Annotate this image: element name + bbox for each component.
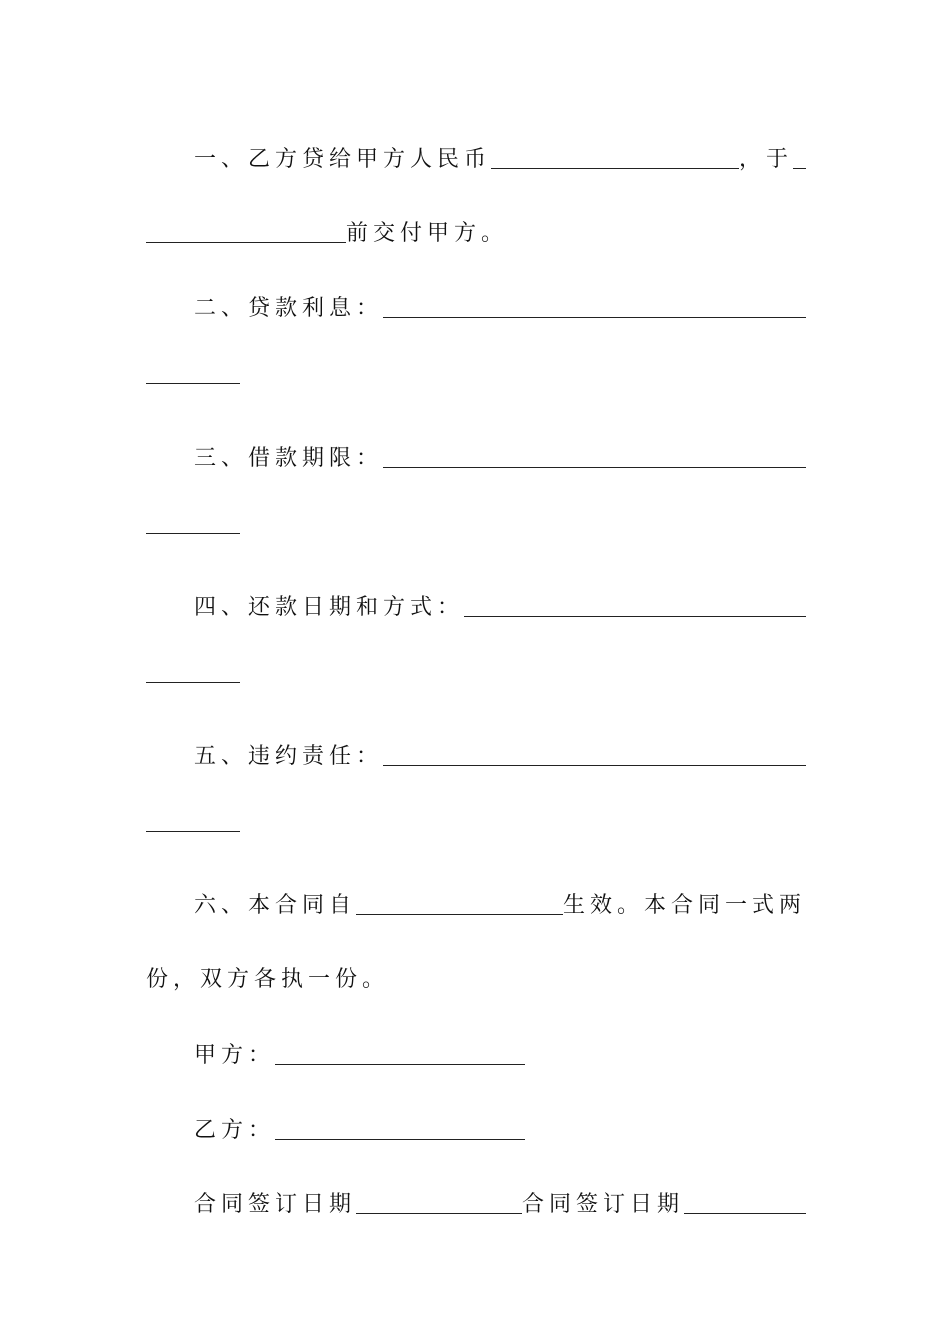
loan-interest-blank[interactable] [383, 317, 806, 318]
clause-6-tail: 份，双方各执一份。 [146, 967, 390, 992]
clause-3-label: 三、借款期限： [194, 446, 384, 471]
repayment-method-blank-continued[interactable] [146, 682, 240, 683]
signing-date-label-2: 合同签订日期 [522, 1192, 685, 1217]
party-b-blank[interactable] [275, 1139, 525, 1140]
clause-4-line-1 [146, 583, 806, 619]
clause-1-comma: ，于 [739, 147, 794, 172]
loan-interest-blank-continued[interactable] [146, 383, 240, 384]
clause-4-label: 四、还款日期和方式： [194, 595, 465, 620]
party-a-label: 甲方： [194, 1043, 276, 1068]
party-a-line [146, 1031, 806, 1067]
clause-1-line-1 [146, 135, 806, 171]
clause-1-prefix: 一、乙方贷给甲方人民币 [194, 147, 492, 172]
clause-2-label: 二、贷款利息： [194, 296, 384, 321]
effective-date-blank[interactable] [356, 914, 563, 915]
liability-blank[interactable] [383, 765, 806, 766]
clause-5-line-1 [146, 732, 806, 768]
signing-date-line [146, 1180, 806, 1216]
liability-blank-continued[interactable] [146, 831, 240, 832]
delivery-date-blank-start[interactable] [793, 168, 806, 169]
party-a-blank[interactable] [275, 1064, 525, 1065]
clause-1-line-2 [146, 209, 806, 245]
clause-1-tail: 前交付甲方。 [346, 221, 509, 246]
clause-6-prefix: 六、本合同自 [194, 893, 357, 918]
loan-amount-blank[interactable] [491, 168, 739, 169]
clause-2-line-1 [146, 284, 806, 320]
clause-6-line-1 [146, 881, 806, 917]
signing-date-blank-2[interactable] [684, 1213, 806, 1214]
clause-3-line-2 [146, 500, 806, 536]
delivery-date-blank-end[interactable] [146, 242, 346, 243]
party-b-line [146, 1106, 806, 1142]
signing-date-label-1: 合同签订日期 [194, 1192, 357, 1217]
loan-term-blank-continued[interactable] [146, 533, 240, 534]
clause-4-line-2 [146, 649, 806, 685]
clause-5-label: 五、违约责任： [194, 744, 384, 769]
clause-5-line-2 [146, 798, 806, 834]
signing-date-blank-1[interactable] [356, 1213, 522, 1214]
party-b-label: 乙方： [194, 1118, 276, 1143]
clause-6-middle: 生效。本合同一式两 [562, 893, 806, 918]
loan-term-blank[interactable] [383, 467, 806, 468]
repayment-method-blank[interactable] [464, 616, 806, 617]
clause-6-line-2 [146, 955, 806, 991]
clause-2-line-2 [146, 350, 806, 386]
clause-3-line-1 [146, 434, 806, 470]
